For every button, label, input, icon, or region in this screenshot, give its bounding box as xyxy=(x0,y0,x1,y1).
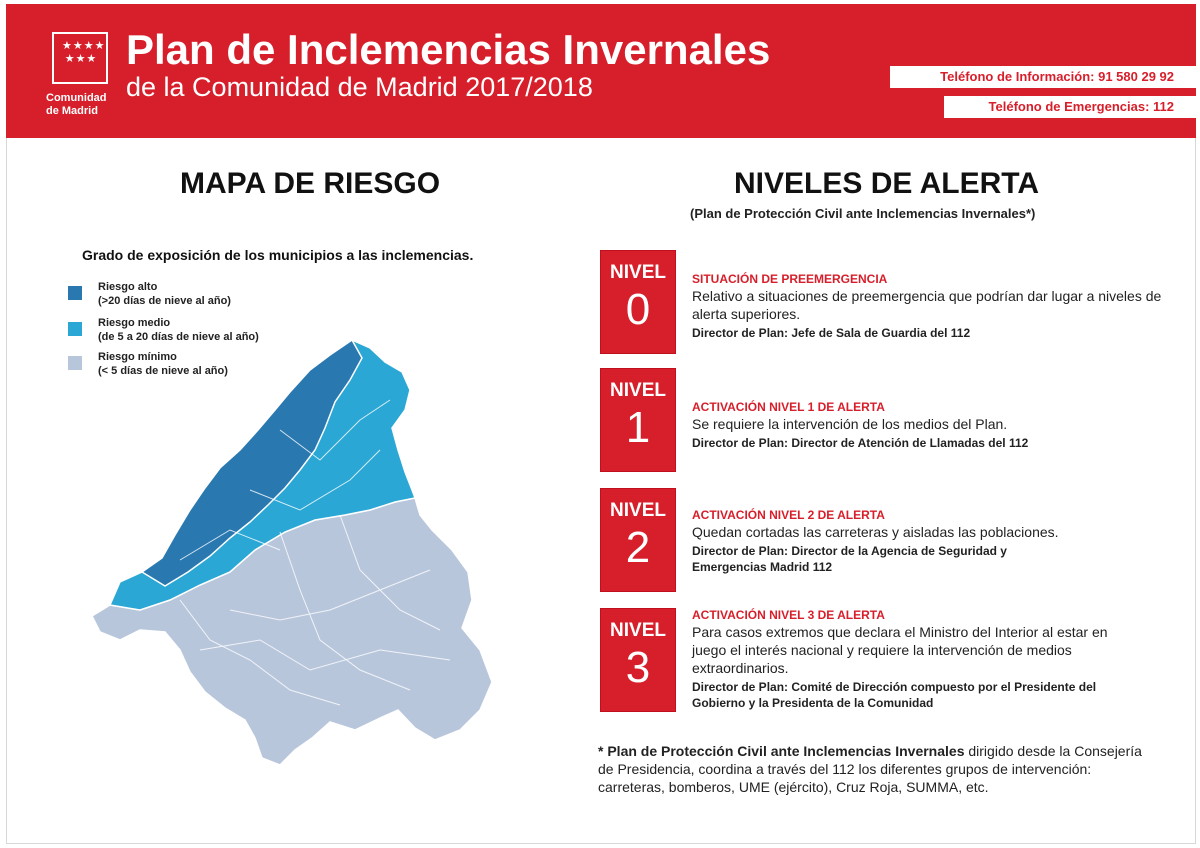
badge-number: 2 xyxy=(625,523,651,572)
badge-word: NIVEL xyxy=(610,620,666,641)
legend-detail: (de 5 a 20 días de nieve al año) xyxy=(98,331,259,343)
level-director: Director de Plan: Director de la Agencia de Seguridad y Emergencias Madrid 112 xyxy=(692,544,1007,574)
level-description: Relativo a situaciones de preemergencia que podrían dar lugar a niveles de alerta superiores. xyxy=(692,288,1162,322)
logo-line1: Comunidad xyxy=(46,92,107,104)
badge-word: NIVEL xyxy=(610,380,666,401)
level-director: Director de Plan: Jefe de Sala de Guardia del 112 xyxy=(692,326,971,340)
footnote xyxy=(598,742,1158,796)
levels-title: NIVELES DE ALERTA xyxy=(734,167,1040,200)
logo-box xyxy=(52,32,108,84)
logo-text xyxy=(46,92,126,118)
level-heading: ACTIVACIÓN NIVEL 1 DE ALERTA xyxy=(692,400,885,414)
madrid-risk-map xyxy=(80,310,520,780)
comunidad-madrid-logo xyxy=(46,32,124,124)
level-director: Director de Plan: Comité de Dirección compuesto por el Presidente del Gobierno y la Presidenta de la Comunidad xyxy=(692,680,1097,710)
page-title: Plan de Inclemencias Invernales xyxy=(126,26,771,73)
footnote-bold: * Plan de Protección Civil ante Inclemencias Invernales xyxy=(598,743,965,759)
level-text-1 xyxy=(692,400,1162,451)
level-heading: SITUACIÓN DE PREEMERGENCIA xyxy=(692,272,888,286)
phone-emergency: Teléfono de Emergencias: 112 xyxy=(944,96,1196,118)
legend-label: Riesgo mínimo xyxy=(98,351,177,363)
level-description: Quedan cortadas las carreteras y aisladas las poblaciones. xyxy=(692,524,1059,540)
level-badge-1 xyxy=(600,368,676,472)
phone-info: Teléfono de Información: 91 580 29 92 xyxy=(890,66,1196,88)
level-director: Director de Plan: Director de Atención de Llamadas del 112 xyxy=(692,436,1029,450)
stars-icon: ★★★★ ★★★ xyxy=(62,40,106,65)
level-badge-2 xyxy=(600,488,676,592)
level-badge-3 xyxy=(600,608,676,712)
page-subtitle: de la Comunidad de Madrid 2017/2018 xyxy=(126,72,593,102)
swatch-high xyxy=(68,286,82,300)
level-description: Para casos extremos que declara el Ministro del Interior al estar en juego el interés nacional y requiere la intervención de medios extraordinarios. xyxy=(692,624,1108,676)
level-text-0 xyxy=(692,272,1162,341)
levels-subtitle: (Plan de Protección Civil ante Inclemencias Invernales*) xyxy=(690,206,1036,221)
legend-text-high xyxy=(98,280,231,308)
level-heading: ACTIVACIÓN NIVEL 3 DE ALERTA xyxy=(692,608,885,622)
legend-label: Riesgo alto xyxy=(98,281,158,293)
level-heading: ACTIVACIÓN NIVEL 2 DE ALERTA xyxy=(692,508,885,522)
legend-detail: (< 5 días de nieve al año) xyxy=(98,365,228,377)
badge-number: 0 xyxy=(625,285,651,334)
badge-word: NIVEL xyxy=(610,500,666,521)
map-region-low xyxy=(92,498,492,765)
legend-detail: (>20 días de nieve al año) xyxy=(98,295,231,307)
level-text-2 xyxy=(692,508,1072,575)
map-title: MAPA DE RIESGO xyxy=(180,167,441,200)
level-badge-0 xyxy=(600,250,676,354)
map-subtitle: Grado de exposición de los municipios a las inclemencias. xyxy=(82,247,474,263)
legend-label: Riesgo medio xyxy=(98,317,171,329)
level-description: Se requiere la intervención de los medios del Plan. xyxy=(692,416,1008,432)
footnote-text: dirigido desde la Consejería de Presidencia, coordina a través del 112 los diferentes grupos de intervención: carreteras, bomberos, UME (ejército), Cruz Roja, SUMMA, etc. xyxy=(598,743,1142,795)
level-text-3 xyxy=(692,608,1132,711)
badge-number: 1 xyxy=(625,403,651,452)
badge-word: NIVEL xyxy=(610,262,666,283)
logo-line2: de Madrid xyxy=(46,105,98,117)
badge-number: 3 xyxy=(625,643,651,692)
